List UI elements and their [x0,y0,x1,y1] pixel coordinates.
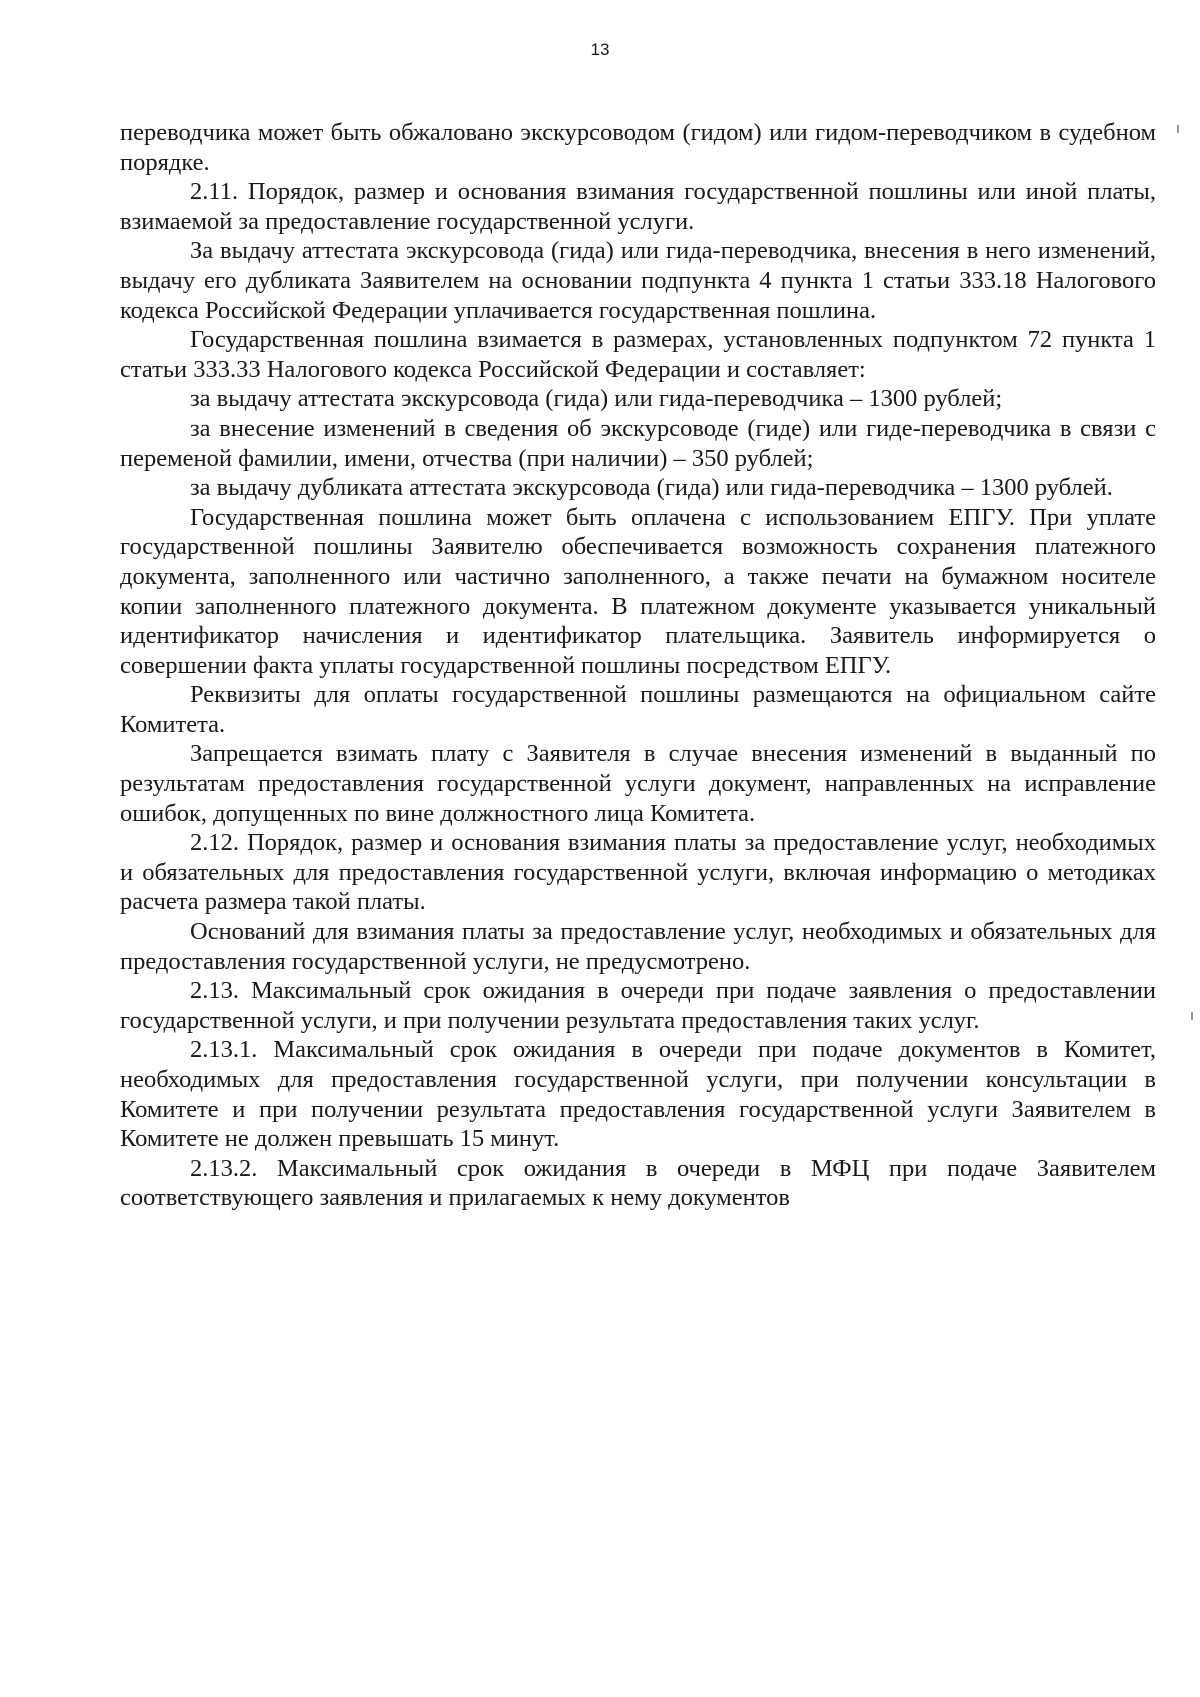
paragraph-fee-amounts-intro: Государственная пошлина взимается в размерах, установленных подпунктом 72 пункта 1 статьи 333.33 Налогового кодекса Российской Федерации и составляет: [120,326,1156,383]
section-2-11-heading: 2.11. Порядок, размер и основания взимания государственной пошлины или иной платы, взимаемой за предоставление государственной услуги. [120,178,1156,235]
section-2-13-1: 2.13.1. Максимальный срок ожидания в очереди при подаче документов в Комитет, необходимых для предоставления государственной услуги, при получении консультации в Комитете и при получении результата предоставления государственной услуги Заявителем в Комитете не должен превышать 15 минут. [120,1036,1156,1153]
fee-item-duplicate: за выдачу дубликата аттестата экскурсовода (гида) или гида-переводчика – 1300 рублей. [190,474,1113,502]
section-2-13-heading: 2.13. Максимальный срок ожидания в очереди при подаче заявления о предоставлении государственной услуги, и при получении результата предоставления таких услуг. [120,977,1156,1034]
paragraph-no-fee-basis: Оснований для взимания платы за предоставление услуг, необходимых и обязательных для предоставления государственной услуги, не предусмотрено. [120,918,1156,975]
fee-item-certificate: за выдачу аттестата экскурсовода (гида) или гида-переводчика – 1300 рублей; [190,385,1003,413]
paragraph-epgu-payment: Государственная пошлина может быть оплачена с использованием ЕПГУ. При уплате государственной пошлины Заявителю обеспечивается возможность сохранения платежного документа, заполненного или частично заполненного, а также печати на бумажном носителе копии заполненного платежного документа. В платежном документе указывается уникальный идентификатор начисления и идентификатор плательщика. Заявитель информируется о совершении факта уплаты государственной пошлины посредством ЕПГУ. [120,503,1156,679]
section-2-12-heading: 2.12. Порядок, размер и основания взимания платы за предоставление услуг, необходимых и обязательных для предоставления государственной услуги, включая информацию о методиках расчета размера такой платы. [120,829,1156,916]
fee-item-changes: за внесение изменений в сведения об экскурсоводе (гиде) или гиде-переводчика в связи с переменой фамилии, имени, отчества (при наличии) – 350 рублей; [120,414,1156,472]
scan-edge-mark [1191,1012,1193,1020]
paragraph-payment-details: Реквизиты для оплаты государственной пошлины размещаются на официальном сайте Комитета. [120,681,1156,738]
scan-edge-mark [1177,125,1179,133]
paragraph-fee-prohibition: Запрещается взимать плату с Заявителя в случае внесения изменений в выданный по результатам предоставления государственной услуги документ, направленных на исправление ошибок, допущенных по вине должностного лица Комитета. [120,740,1156,827]
paragraph-fee-basis: За выдачу аттестата экскурсовода (гида) или гида-переводчика, внесения в него изменений, выдачу его дубликата Заявителем на основании подпункта 4 пункта 1 статьи 333.18 Налогового кодекса Российской Федерации уплачивается государственная пошлина. [120,237,1156,324]
paragraph-continuation: переводчика может быть обжаловано экскурсоводом (гидом) или гидом-переводчиком в судебном порядке. [120,119,1156,176]
page-number: 13 [590,40,610,59]
document-body [120,118,1156,1213]
section-2-13-2: 2.13.2. Максимальный срок ожидания в очереди в МФЦ при подаче Заявителем соответствующего заявления и прилагаемых к нему документов [120,1154,1156,1212]
